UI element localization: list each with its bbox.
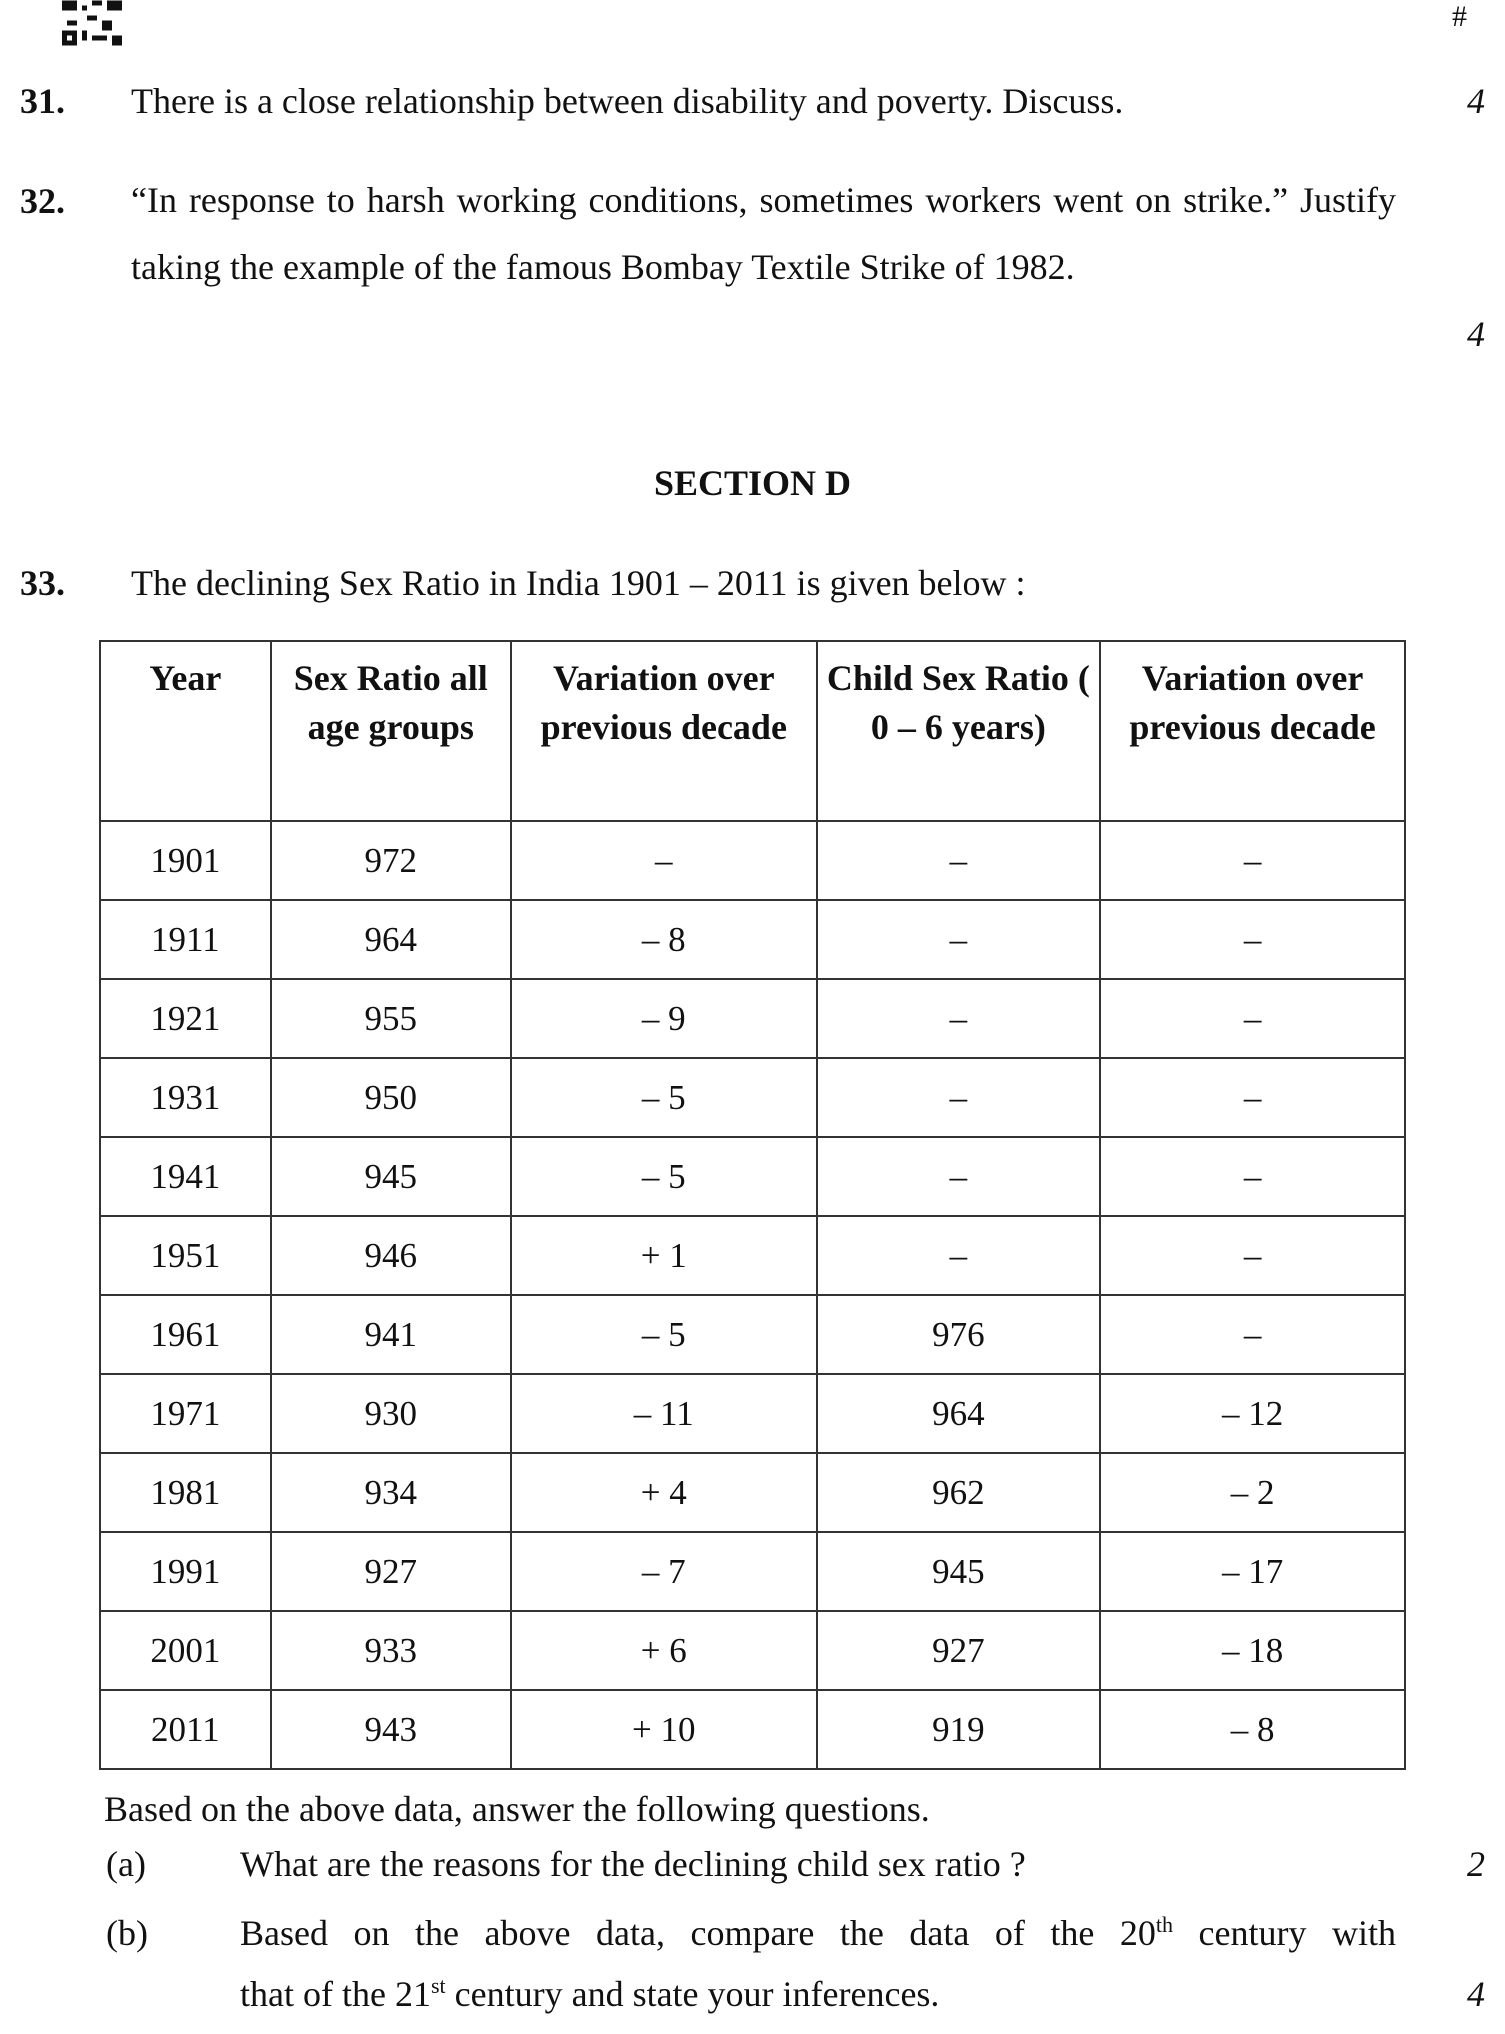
column-header: Variation over previous decade <box>511 641 817 821</box>
table-row <box>100 1374 1405 1453</box>
table-cell: – <box>817 1058 1100 1137</box>
table-cell: 943 <box>271 1690 511 1769</box>
table-cell: – 12 <box>1100 1374 1405 1453</box>
table-cell: – 5 <box>511 1058 817 1137</box>
table-cell: – 18 <box>1100 1611 1405 1690</box>
table-cell: 946 <box>271 1216 511 1295</box>
table-cell: – 11 <box>511 1374 817 1453</box>
question-marks: 4 <box>1467 81 1485 121</box>
part-text-segment: century with <box>1173 1913 1396 1953</box>
section-title: SECTION D <box>653 463 852 503</box>
table-cell: – <box>1100 1295 1405 1374</box>
table-cell: 2001 <box>100 1611 271 1690</box>
column-header: Child Sex Ratio ( 0 – 6 years) <box>817 641 1100 821</box>
table-cell: 964 <box>817 1374 1100 1453</box>
table-cell: – <box>1100 1216 1405 1295</box>
table-cell: 1931 <box>100 1058 271 1137</box>
table-cell: 950 <box>271 1058 511 1137</box>
table-cell: + 1 <box>511 1216 817 1295</box>
part-label: (a) <box>106 1844 146 1884</box>
table-cell: – <box>817 1216 1100 1295</box>
table-row <box>100 900 1405 979</box>
table-cell: – 8 <box>1100 1690 1405 1769</box>
table-cell: 941 <box>271 1295 511 1374</box>
table-cell: + 10 <box>511 1690 817 1769</box>
table-cell: 964 <box>271 900 511 979</box>
table-row <box>100 1532 1405 1611</box>
table-cell: + 4 <box>511 1453 817 1532</box>
table-cell: – 5 <box>511 1295 817 1374</box>
table-cell: – <box>511 821 817 900</box>
table-row <box>100 1058 1405 1137</box>
table-cell: 1941 <box>100 1137 271 1216</box>
table-cell: 945 <box>817 1532 1100 1611</box>
superscript: st <box>430 1973 446 1998</box>
column-header: Year <box>100 641 271 821</box>
question-text: There is a close relationship between disability and poverty. Discuss. <box>131 81 1124 121</box>
sex-ratio-table <box>99 640 1406 1770</box>
table-cell: – 9 <box>511 979 817 1058</box>
table-cell: 1901 <box>100 821 271 900</box>
questions-prompt: Based on the above data, answer the following questions. <box>104 1789 930 1829</box>
question-marks: 4 <box>1467 314 1485 354</box>
question-number: 33. <box>20 563 65 603</box>
table-cell: 955 <box>271 979 511 1058</box>
table-cell: 972 <box>271 821 511 900</box>
table-cell: 919 <box>817 1690 1100 1769</box>
table-cell: 927 <box>271 1532 511 1611</box>
table-cell: 930 <box>271 1374 511 1453</box>
part-text-segment: that of the 21 <box>240 1974 431 2014</box>
table-row <box>100 821 1405 900</box>
table-row <box>100 1295 1405 1374</box>
qr-code-icon <box>62 0 122 46</box>
table-cell: – <box>1100 979 1405 1058</box>
table-cell: – <box>817 1137 1100 1216</box>
superscript: th <box>1155 1912 1174 1937</box>
question-number: 32. <box>20 181 65 221</box>
part-text-segment: Based on the above data, compare the data of the 20 <box>240 1913 1156 1953</box>
table-row <box>100 979 1405 1058</box>
table-cell: – <box>1100 1058 1405 1137</box>
table-cell: 934 <box>271 1453 511 1532</box>
table-cell: – <box>817 900 1100 979</box>
part-marks: 4 <box>1467 1974 1485 2014</box>
table-cell: – 2 <box>1100 1453 1405 1532</box>
table-row <box>100 1216 1405 1295</box>
question-number: 31. <box>20 81 65 121</box>
table-cell: 1991 <box>100 1532 271 1611</box>
table-row <box>100 1690 1405 1769</box>
question-text: “In response to harsh working conditions, sometimes workers went on strike.” Justify taking the example of the famous Bombay Textile Strike of 1982. <box>131 180 1396 287</box>
table-cell: – <box>1100 900 1405 979</box>
table-row <box>100 1453 1405 1532</box>
table-cell: 1951 <box>100 1216 271 1295</box>
table-cell: 976 <box>817 1295 1100 1374</box>
part-label: (b) <box>106 1913 148 1953</box>
table-cell: 2011 <box>100 1690 271 1769</box>
table-cell: 933 <box>271 1611 511 1690</box>
question-text: The declining Sex Ratio in India 1901 – 2011 is given below : <box>131 563 1026 603</box>
table-cell: – <box>817 821 1100 900</box>
part-marks: 2 <box>1467 1844 1485 1884</box>
part-text <box>240 1912 1396 1954</box>
table-cell: – <box>1100 821 1405 900</box>
table-cell: – <box>817 979 1100 1058</box>
table-cell: – 8 <box>511 900 817 979</box>
part-text-segment: century and state your inferences. <box>445 1974 940 2014</box>
table-cell: 1981 <box>100 1453 271 1532</box>
table-cell: 1911 <box>100 900 271 979</box>
table-cell: – 17 <box>1100 1532 1405 1611</box>
page-marker: # <box>1452 0 1467 33</box>
table-cell: – 7 <box>511 1532 817 1611</box>
part-text <box>240 1973 939 2015</box>
column-header: Sex Ratio all age groups <box>271 641 511 821</box>
column-header: Variation over previous decade <box>1100 641 1405 821</box>
part-text: What are the reasons for the declining child sex ratio ? <box>240 1844 1026 1884</box>
table-cell: 945 <box>271 1137 511 1216</box>
table-cell: 1961 <box>100 1295 271 1374</box>
table-cell: – <box>1100 1137 1405 1216</box>
table-cell: – 5 <box>511 1137 817 1216</box>
table-row <box>100 1137 1405 1216</box>
table-cell: 1971 <box>100 1374 271 1453</box>
table-cell: 1921 <box>100 979 271 1058</box>
table-cell: + 6 <box>511 1611 817 1690</box>
table-row <box>100 1611 1405 1690</box>
table-cell: 927 <box>817 1611 1100 1690</box>
table-cell: 962 <box>817 1453 1100 1532</box>
